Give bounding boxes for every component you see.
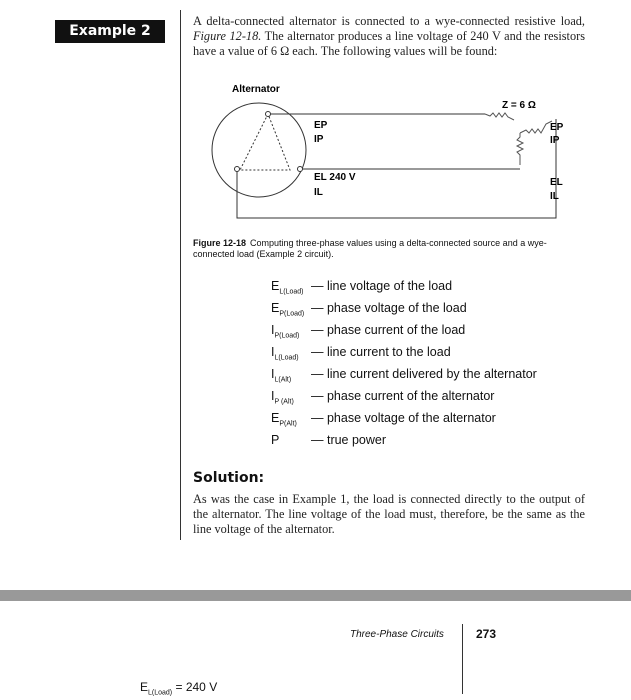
intro-text: A delta-connected alternator is connected to a wye-connected resistive load, xyxy=(193,14,585,28)
ip-right-label: IP xyxy=(550,135,560,146)
symbol: P xyxy=(271,433,280,447)
symbol-subscript: P(Load) xyxy=(279,310,305,318)
page-separator xyxy=(0,590,631,601)
alternator-label: Alternator xyxy=(232,84,280,95)
definition-text: — line current delivered by the alternator xyxy=(311,367,537,381)
symbol-subscript: L(Load) xyxy=(279,288,304,296)
symbol: I xyxy=(271,367,275,381)
definitions-list xyxy=(271,279,537,455)
ep-label: EP xyxy=(314,120,328,131)
eq-value: = 240 V xyxy=(172,680,218,694)
symbol: E xyxy=(271,279,280,293)
intro-paragraph xyxy=(193,14,585,59)
symbol-subscript: L(Alt) xyxy=(274,376,292,384)
eq-subscript: L(Load) xyxy=(148,689,173,697)
eq-symbol: E xyxy=(140,680,149,694)
page-number: 273 xyxy=(476,627,497,641)
ep-right-label: EP xyxy=(550,122,564,133)
el-label: EL 240 V xyxy=(314,172,356,183)
symbol-subscript: L(Load) xyxy=(274,354,299,362)
definition-symbol xyxy=(271,345,311,367)
definition-text: — line voltage of the load xyxy=(311,279,453,293)
definition-symbol xyxy=(271,389,311,411)
definition-item xyxy=(271,323,537,345)
equation xyxy=(140,680,217,696)
definition-symbol xyxy=(271,367,311,389)
footer-divider xyxy=(462,624,463,694)
symbol: E xyxy=(271,301,280,315)
definition-text: — phase voltage of the load xyxy=(311,301,467,315)
solution-heading: Solution: xyxy=(193,470,265,486)
solution-text: As was the case in Example 1, the load is connected directly to the output of the alternator. The line voltage of the load must, therefore, be the same as the line voltage of the alternator. xyxy=(193,492,585,536)
symbol: I xyxy=(271,323,275,337)
symbol: I xyxy=(271,345,275,359)
definition-text: — phase current of the load xyxy=(311,323,466,337)
definition-item xyxy=(271,411,537,433)
symbol: E xyxy=(271,411,280,425)
delta-winding xyxy=(240,114,290,170)
caption-number: Figure 12-18 xyxy=(193,238,247,248)
definition-text: — line current to the load xyxy=(311,345,451,359)
impedance-label: Z = 6 Ω xyxy=(502,100,536,111)
il-right-label: IL xyxy=(550,191,559,202)
chapter-title: Three-Phase Circuits xyxy=(350,629,444,640)
definition-text: — phase current of the alternator xyxy=(311,389,495,403)
divider xyxy=(180,10,181,540)
figure-caption xyxy=(193,238,573,260)
caption-text: Computing three-phase values using a delta-connected source and a wye-connected load (Example 2 circuit). xyxy=(193,238,547,259)
circuit-diagram xyxy=(190,75,590,220)
symbol-subscript: P (Alt) xyxy=(274,398,294,406)
symbol-subscript: P(Load) xyxy=(274,332,300,340)
example-label: Example 2 xyxy=(55,20,165,43)
definition-item xyxy=(271,301,537,323)
definition-symbol xyxy=(271,411,311,433)
definition-item xyxy=(271,279,537,301)
symbol: I xyxy=(271,389,275,403)
figure-ref: Figure 12-18. xyxy=(193,29,262,43)
alternator-circle xyxy=(212,103,306,197)
definition-symbol xyxy=(271,433,311,455)
definition-symbol xyxy=(271,323,311,345)
definition-symbol xyxy=(271,301,311,323)
definition-item xyxy=(271,433,537,455)
definition-symbol xyxy=(271,279,311,301)
ip-label: IP xyxy=(314,134,324,145)
definition-item xyxy=(271,367,537,389)
definition-item xyxy=(271,389,537,411)
el-right-label: EL xyxy=(550,177,563,188)
il-label: IL xyxy=(314,187,323,198)
definition-text: — phase voltage of the alternator xyxy=(311,411,496,425)
definition-item xyxy=(271,345,537,367)
wires xyxy=(237,114,556,218)
definition-text: — true power xyxy=(311,433,387,447)
intro-text: The alternator produces a line voltage of 240 V and the resistors have a value of 6 Ω each. The following values will be found: xyxy=(193,29,585,58)
symbol-subscript: P(Alt) xyxy=(279,420,297,428)
wye-resistors xyxy=(485,113,552,165)
